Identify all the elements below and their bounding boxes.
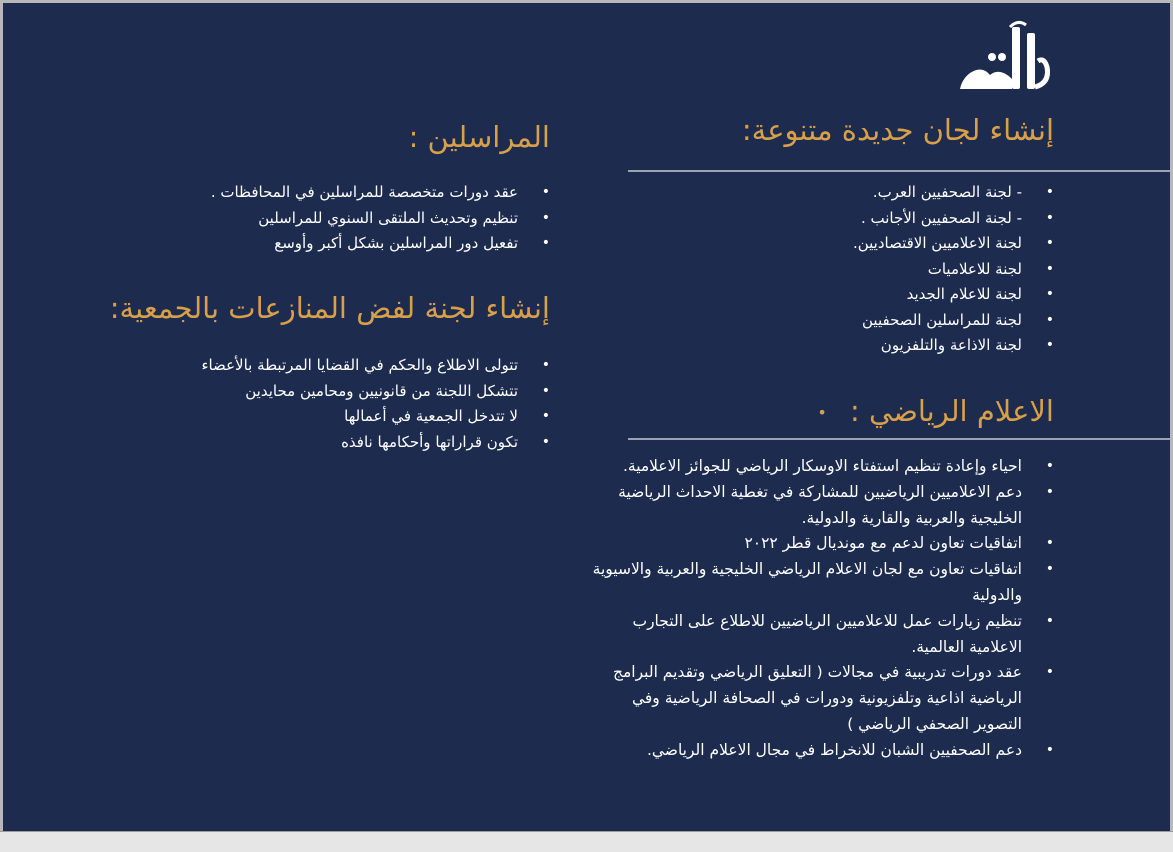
committee-item: • لجنة للمراسلين الصحفيين [634,308,1054,334]
committees-divider [628,170,1170,172]
committees-heading: إنشاء لجان جديدة متنوعة: [741,113,1054,147]
sports-media-item: • عقد دورات تدريبية في مجالات ( التعليق الرياضي وتقديم البرامج الرياضية اذاعية وتلفزيونية ودورات في الصحافة الرياضية وفي التصوير الصحفي الرياضي ) [584,660,1054,737]
sports-media-heading [817,394,1054,429]
disputes-heading: إنشاء لجنة لفض المنازعات بالجمعية: [109,291,550,325]
correspondents-item: • عقد دورات متخصصة للمراسلين في المحافظات . [120,180,550,206]
disputes-item: • تكون قراراتها وأحكامها نافذه [120,430,550,456]
disputes-item: • تتولى الاطلاع والحكم في القضايا المرتبطة بالأعضاء [120,353,550,379]
committee-item: • لجنة الاعلاميين الاقتصاديين. [634,231,1054,257]
committee-item: • - لجنة الصحفيين العرب. [634,180,1054,206]
committee-item: • لجنة للاعلاميات [634,257,1054,283]
sports-media-item: • احياء وإعادة تنظيم استفتاء الاوسكار الرياضي للجوائز الاعلامية. [584,454,1054,480]
slide [3,3,1170,831]
disputes-item: • لا تتدخل الجمعية في أعمالها [120,404,550,430]
sports-media-item: • تنظيم زيارات عمل للاعلاميين الرياضيين للاطلاع على التجارب الاعلامية العالمية. [584,609,1054,661]
correspondents-item: • تنظيم وتحديث الملتقى السنوي للمراسلين [120,206,550,232]
sports-media-divider [628,438,1170,440]
sports-media-item: • دعم الصحفيين الشبان للانخراط في مجال الاعلام الرياضي. [584,738,1054,764]
correspondents-heading: المراسلين : [408,120,550,154]
sports-media-item: • اتفاقيات تعاون لدعم مع مونديال قطر ٢٠٢٢ [584,531,1054,557]
alqalam-logo [952,17,1052,105]
correspondents-item: • تفعيل دور المراسلين بشكل أكبر وأوسع [120,231,550,257]
disputes-item: • تتشكل اللجنة من قانونيين ومحامين محايدين [120,379,550,405]
sports-media-heading-text: الاعلام الرياضي : [850,394,1054,428]
committees-list [634,180,1054,359]
disputes-list [120,353,550,455]
correspondents-list [120,180,550,257]
committee-item: • لجنة الاذاعة والتلفزيون [634,333,1054,359]
sports-media-item: • اتفاقيات تعاون مع لجان الاعلام الرياضي الخليجية والعربية والاسيوية والدولية [584,557,1054,609]
sports-media-list [584,454,1054,764]
sports-media-item: • دعم الاعلاميين الرياضيين للمشاركة في تغطية الاحداث الرياضية الخليجية والعربية والقارية والدولية. [584,480,1054,532]
committee-item: • - لجنة الصحفيين الأجانب . [634,206,1054,232]
committee-item: • لجنة للاعلام الجديد [634,282,1054,308]
heading-bullet: • [817,403,827,423]
bottom-strip [0,831,1173,852]
